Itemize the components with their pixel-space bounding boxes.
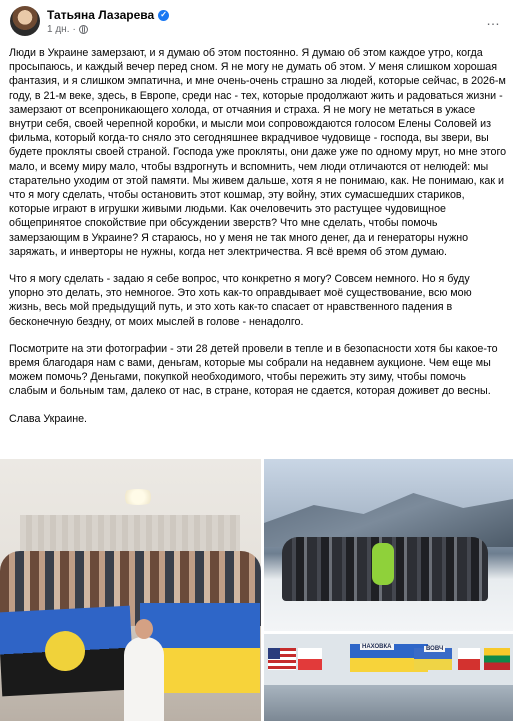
blue-black-flag xyxy=(0,606,134,697)
globe-icon xyxy=(79,25,88,34)
post-header xyxy=(0,0,513,40)
avatar[interactable] xyxy=(10,6,40,36)
author-label[interactable]: Татьяна Лазарева xyxy=(47,8,155,22)
gym-floor xyxy=(264,685,513,721)
meta-separator: · xyxy=(72,24,76,35)
more-options-button[interactable]: … xyxy=(486,12,501,28)
post-meta xyxy=(47,24,88,35)
post-text xyxy=(9,46,507,439)
author-name[interactable] xyxy=(47,8,169,22)
post-paragraph: Люди в Украине замерзают, и я думаю об этом постоянно. Я думаю об этом каждое утро, когда просыпаюсь, и каждый вечер перед сном. Я не могу не думать об этом. У меня слишком хорошая фантазия, и я слишком эмпатична, и мне очень-очень страшно за людей, которые сейчас, в 2026-м году, в 21-м веке, здесь, в Европе, среди нас - тех, которые продолжают жить и радоваться жизни - замерзают от всепроникающего холода, от отчаяния и страха. Я не могу не метаться в ужасе внутри себя, своей черепной коробки, и мысли мои сопровождаются голосом Елены Соловей из фильма, который когда-то сняло это сегодняшнее вкрадчивое чудовище - господа, вы звери, вы будете прокляты своей страной. Господа уже прокляты, они даже уже по одному мрут, но мне этого мало, и всему миру мало, чтобы вздрогнуть и вспомнить, чем люди отличаются от нелюдей: мы старательно уходим от этой памяти. Мы живем дальше, хотя я не понимаю, как. Не понимаю, как и что я могу сделать, чтобы остановить этот кошмар, эту войну, этих сумасшедших стариков, которые играют в игрушки живыми людьми. Как очеловечить это растущее чудовищное общепринятое спокойствие при обсуждении зверств? Что мне сделать, чтобы помочь замерзающим в Украине? Я стараюсь, но у меня не так много денег, да и генераторы нужно заряжать, и инверторы не нужны, когда нет электричества. Я всё время об этом думаю. xyxy=(9,47,507,258)
photo-group-outdoor[interactable] xyxy=(264,459,513,631)
child-green-jacket xyxy=(372,543,394,585)
banner-caption: НАХОВКА xyxy=(362,644,392,650)
post-time[interactable]: 1 дн. xyxy=(47,24,70,35)
boy-figure xyxy=(124,637,164,721)
flag xyxy=(298,648,322,670)
chandelier-decor xyxy=(118,489,158,505)
photo-group-indoor[interactable] xyxy=(0,459,261,721)
post-paragraph: Что я могу сделать - задаю я себе вопрос, что конкретно я могу? Совсем немного. Но я буду упорно это делать, это немногое. Это хоть как-то оправдывает моё существование, всю мою жизнь, весь мой предыдущий путь, и это хоть как-то спасает от нравственного падения в бесконечную бездну, от моих мыслей в голове - ненадолго. xyxy=(9,273,472,328)
photo-grid xyxy=(0,459,513,721)
post-paragraph: Слава Украине. xyxy=(9,412,88,425)
banner-caption: ВОВЧ xyxy=(426,646,444,652)
post-paragraph: Посмотрите на эти фотографии - эти 28 детей провели в тепле и в безопасности хотя бы какое-то время благодаря нам с вами, деньгам, которые мы собрали на недавнем аукционе. Чем еще мы можем помочь? Деньгами, покупкой необходимого, чтобы пережить эту зиму, чтобы помочь слабым и больным там, далеко от нас, в стране, которая не сдается, которая доживет до весны. xyxy=(9,342,498,398)
photo-flags-hall[interactable] xyxy=(264,634,513,721)
usa-flag xyxy=(268,648,296,670)
lithuania-flag xyxy=(484,648,510,670)
flag xyxy=(458,648,480,670)
verified-badge-icon: ✓ xyxy=(158,10,169,21)
